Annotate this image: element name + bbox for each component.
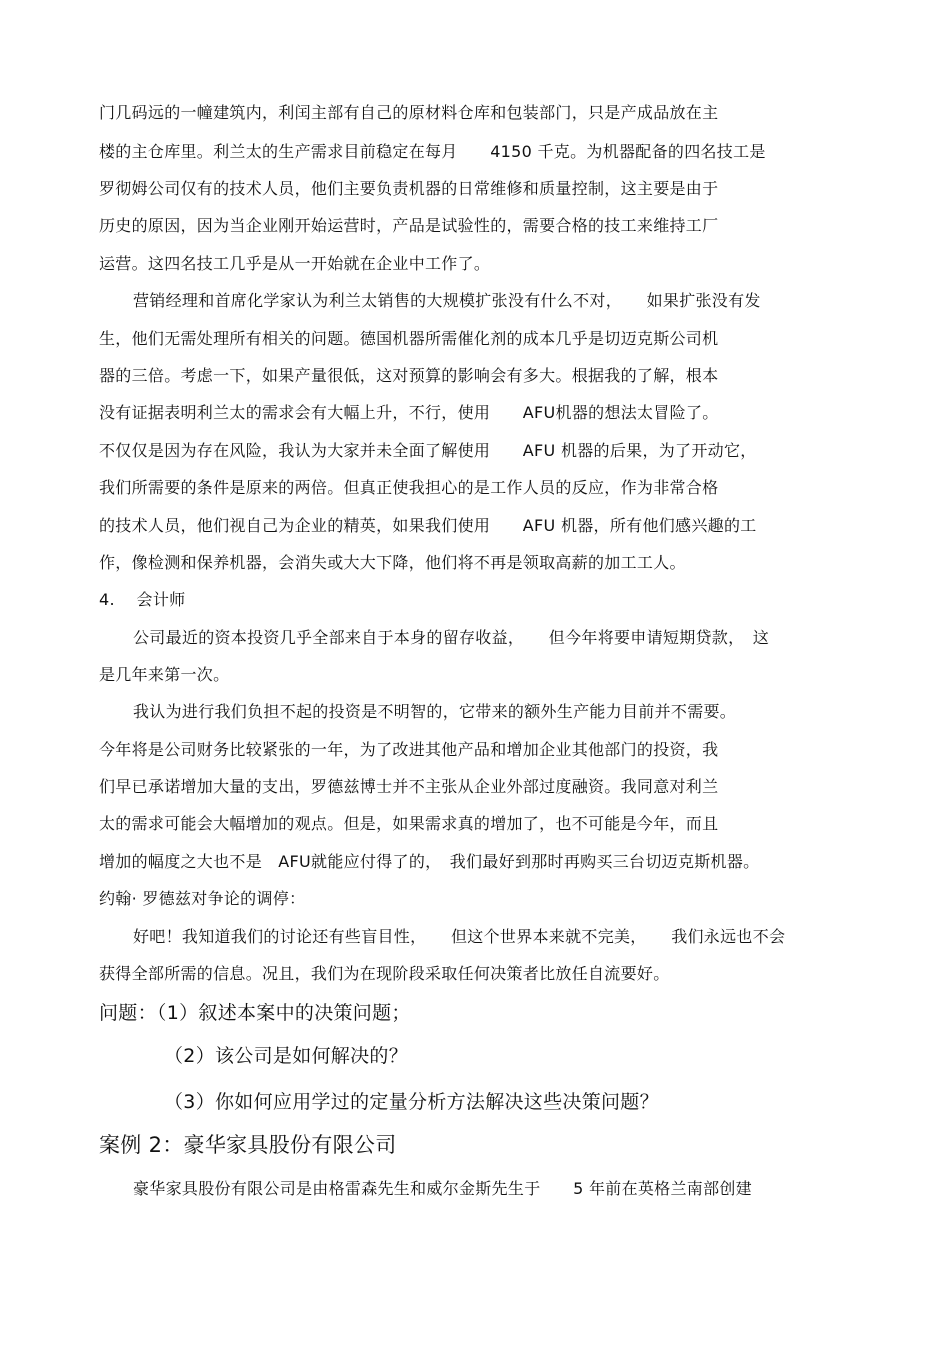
paragraph-start: 豪华家具股份有限公司是由格雷森先生和威尔金斯先生于 5 年前在英格兰南部创建	[133, 1179, 752, 1198]
text-line: 生，他们无需处理所有相关的问题。德国机器所需催化剂的成本几乎是切迈克斯公司机	[99, 329, 719, 348]
text-line: 增加的幅度之大也不是 AFU就能应付得了的， 我们最好到那时再购买三台切迈克斯机器。	[99, 852, 760, 871]
text-line: 门几码远的一幢建筑内，利闰主部有自己的原材料仓库和包装部门，只是产成品放在主	[99, 103, 719, 122]
paragraph-start: 我认为进行我们负担不起的投资是不明智的，它带来的额外生产能力目前并不需要。	[133, 702, 737, 721]
text-line: 作，像检测和保养机器，会消失或大大下降，他们将不再是领取高薪的加工工人。	[99, 553, 686, 572]
case-heading: 案例 2：豪华家具股份有限公司	[99, 1133, 397, 1157]
section-heading: 4. 会计师	[99, 590, 186, 609]
text-line: 历史的原因，因为当企业刚开始运营时，产品是试验性的，需要合格的技工来维持工厂	[99, 216, 719, 235]
question-2: （2）该公司是如何解决的？	[164, 1045, 408, 1067]
text-line: 今年将是公司财务比较紧张的一年，为了改进其他产品和增加企业其他部门的投资，我	[99, 740, 719, 759]
paragraph-start: 好吧！我知道我们的讨论还有些盲目性， 但这个世界本来就不完美， 我们永远也不会	[133, 927, 786, 946]
question-1: 问题：（1）叙述本案中的决策问题；	[99, 1002, 411, 1024]
paragraph-start: 营销经理和首席化学家认为利兰太销售的大规模扩张没有什么不对， 如果扩张没有发	[133, 291, 761, 310]
text-line: 运营。这四名技工几乎是从一开始就在企业中工作了。	[99, 254, 491, 273]
text-line: 是几年来第一次。	[99, 665, 230, 684]
text-line: 没有证据表明利兰太的需求会有大幅上升，不行，使用 AFU机器的想法太冒险了。	[99, 403, 719, 422]
text-line: 获得全部所需的信息。况且，我们为在现阶段采取任何决策者比放任自流要好。	[99, 964, 670, 983]
paragraph-start: 公司最近的资本投资几乎全部来自于本身的留存收益， 但今年将要申请短期贷款， 这	[133, 628, 770, 647]
text-line: 不仅仅是因为存在风险，我认为大家并未全面了解使用 AFU 机器的后果，为了开动它，	[99, 441, 757, 460]
text-line: 约翰· 罗德兹对争论的调停：	[99, 889, 306, 908]
text-line: 我们所需要的条件是原来的两倍。但真正使我担心的是工作人员的反应，作为非常合格	[99, 478, 719, 497]
text-line: 器的三倍。考虑一下，如果产量很低，这对预算的影响会有多大。根据我的了解，根本	[99, 366, 719, 385]
text-line: 太的需求可能会大幅增加的观点。但是，如果需求真的增加了，也不可能是今年，而且	[99, 814, 719, 833]
text-line: 罗彻姆公司仅有的技术人员，他们主要负责机器的日常维修和质量控制，这主要是由于	[99, 179, 719, 198]
question-3: （3）你如何应用学过的定量分析方法解决这些决策问题？	[164, 1091, 659, 1113]
text-line: 们早已承诺增加大量的支出，罗德兹博士并不主张从企业外部过度融资。我同意对利兰	[99, 777, 719, 796]
text-line: 楼的主仓库里。利兰太的生产需求目前稳定在每月 4150 千克。为机器配备的四名技工是	[99, 142, 766, 161]
text-line: 的技术人员，他们视自己为企业的精英，如果我们使用 AFU 机器，所有他们感兴趣的工	[99, 516, 757, 535]
